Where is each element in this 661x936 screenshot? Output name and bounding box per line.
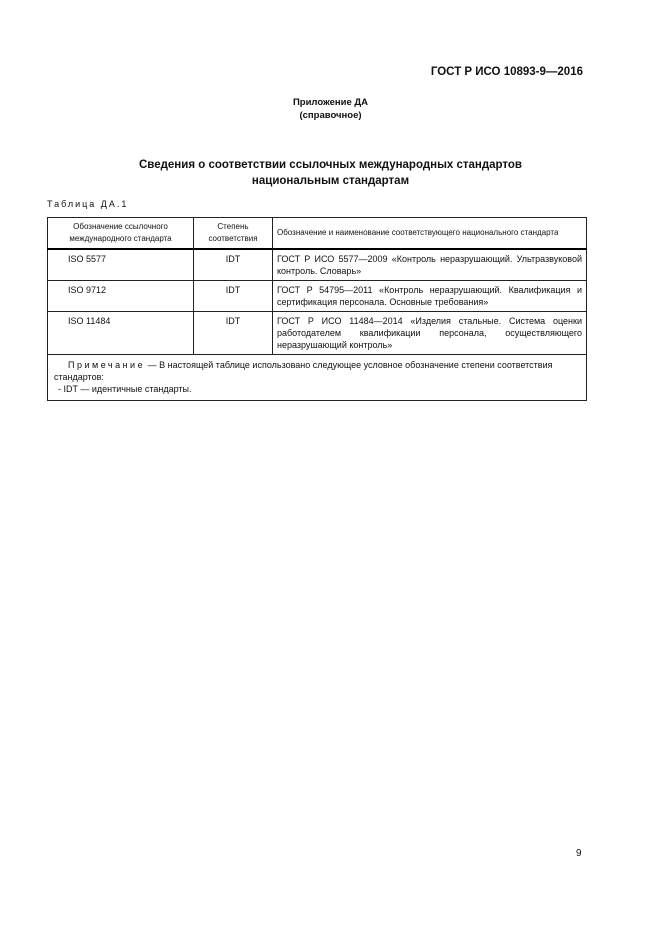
intl-standard-cell: ISO 5577	[48, 249, 194, 281]
note-text: — В настоящей таблице использовано следующее условное обозначение степени соответствия стандартов:	[54, 360, 553, 382]
national-standard-cell: ГОСТ Р ИСО 11484—2014 «Изделия стальные. Система оценки работодателем квалификации персонала, осуществляющего неразрушающий контроль»	[273, 312, 587, 355]
section-title	[0, 157, 661, 189]
header-cell: Обозначение ссылочного международного стандарта	[48, 218, 194, 250]
table-note	[48, 355, 587, 401]
correspondence-table	[47, 217, 587, 401]
appendix-subtitle: (справочное)	[299, 110, 362, 121]
header-cell: Обозначение и наименование соответствующего национального стандарта	[273, 218, 587, 250]
table-row	[48, 312, 587, 355]
table-label: Таблица ДА.1	[47, 199, 129, 209]
degree-cell: IDT	[194, 312, 273, 355]
national-standard-cell: ГОСТ Р ИСО 5577—2009 «Контроль неразрушающий. Ультразвуковой контроль. Словарь»	[273, 249, 587, 281]
appendix-heading	[0, 96, 661, 122]
title-line: Сведения о соответствии ссылочных международных стандартов	[138, 159, 522, 171]
note-label: Примечание	[68, 360, 146, 370]
document-header: ГОСТ Р ИСО 10893-9—2016	[430, 66, 583, 78]
degree-cell: IDT	[194, 281, 273, 312]
intl-standard-cell: ISO 11484	[48, 312, 194, 355]
table-header-row	[48, 218, 587, 250]
degree-cell: IDT	[194, 249, 273, 281]
appendix-title: Приложение ДА	[292, 97, 369, 108]
table-note-row	[48, 355, 587, 401]
table-row	[48, 281, 587, 312]
intl-standard-cell: ISO 9712	[48, 281, 194, 312]
page-number: 9	[576, 848, 582, 859]
note-item: - IDT — идентичные стандарты.	[58, 384, 192, 394]
table-row	[48, 249, 587, 281]
title-line: национальным стандартам	[251, 175, 410, 187]
header-cell: Степень соответствия	[194, 218, 273, 250]
national-standard-cell: ГОСТ Р 54795—2011 «Контроль неразрушающий. Квалификация и сертификация персонала. Основные требования»	[273, 281, 587, 312]
